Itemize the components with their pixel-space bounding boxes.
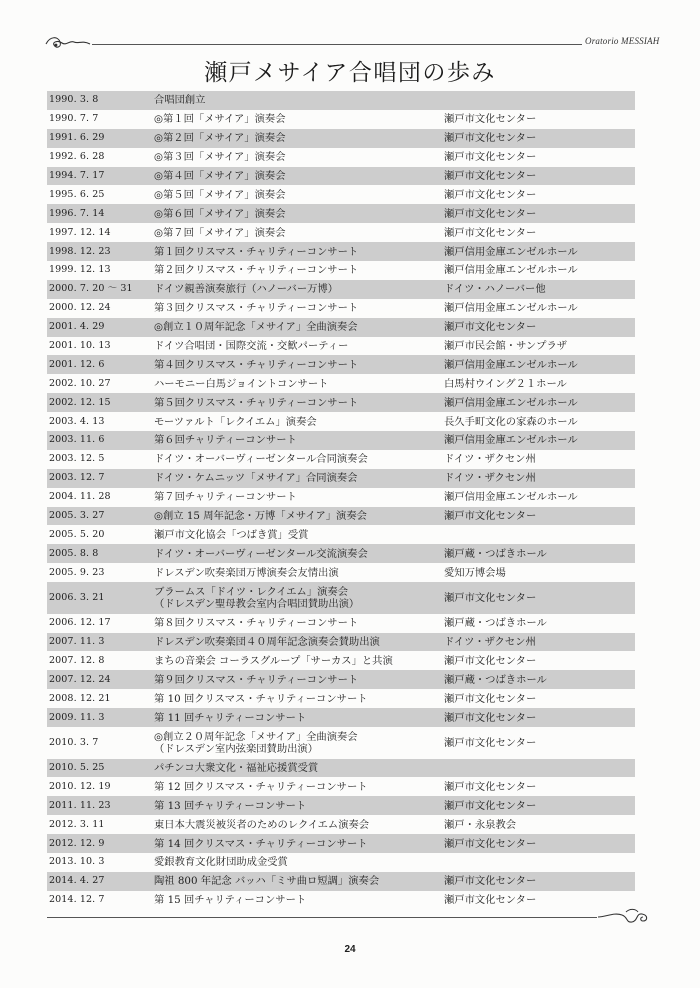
history-row bbox=[47, 525, 635, 544]
row-date: 1991. 6. 29 bbox=[49, 132, 105, 144]
row-venue: 瀬戸市文化センター bbox=[444, 780, 537, 793]
row-event bbox=[154, 151, 444, 163]
row-venue: 瀬戸市文化センター bbox=[444, 170, 537, 182]
row-event bbox=[154, 781, 444, 793]
row-venue: 瀬戸市文化センター bbox=[444, 226, 537, 239]
row-event bbox=[154, 321, 444, 333]
row-event bbox=[154, 838, 444, 850]
row-event-line: ハーモニー白馬ジョイントコンサート bbox=[154, 377, 329, 390]
row-date: 2001. 12. 6 bbox=[49, 358, 105, 370]
history-row bbox=[47, 185, 635, 204]
row-event bbox=[154, 548, 444, 560]
history-row bbox=[47, 563, 635, 582]
row-event bbox=[154, 856, 444, 868]
row-event-line: ドレスデン吹奏楽団４０周年記念演奏会賛助出演 bbox=[154, 635, 380, 648]
row-date: 2010. 12. 19 bbox=[49, 780, 111, 792]
history-row bbox=[47, 280, 635, 299]
row-venue: 瀬戸市文化センター bbox=[444, 837, 537, 850]
history-row bbox=[47, 469, 635, 488]
row-venue: ドイツ・ハノーバー他 bbox=[444, 283, 546, 296]
row-date: 2005. 5. 20 bbox=[49, 528, 105, 540]
history-row bbox=[47, 689, 635, 708]
flourish-ornament-icon bbox=[596, 906, 652, 928]
row-venue: ドイツ・ザクセン州 bbox=[444, 472, 536, 485]
history-row bbox=[47, 834, 635, 853]
row-event bbox=[154, 132, 444, 144]
history-row bbox=[47, 450, 635, 469]
row-date: 2003. 12. 7 bbox=[49, 472, 105, 484]
row-event bbox=[154, 674, 444, 686]
row-date: 1999. 12. 13 bbox=[49, 264, 111, 276]
row-event-line: ◎第２回「メサイア」演奏会 bbox=[154, 132, 286, 145]
history-table bbox=[47, 91, 635, 910]
row-event bbox=[154, 819, 444, 831]
row-event bbox=[154, 453, 444, 465]
row-event-line: ドイツ合唱団・国際交流・交歓パーティー bbox=[154, 340, 349, 353]
row-event-line-2: （ドレスデン聖母教会室内合唱団賛助出演） bbox=[154, 597, 360, 610]
row-venue: 瀬戸信用金庫エンゼルホール bbox=[444, 396, 578, 409]
row-date: 2003. 12. 5 bbox=[49, 453, 105, 465]
row-event bbox=[154, 567, 444, 579]
row-event-line: ドレスデン吹奏楽団万博演奏会友情出演 bbox=[154, 566, 339, 579]
row-event bbox=[154, 510, 444, 522]
row-event-line: ◎第４回「メサイア」演奏会 bbox=[154, 170, 286, 182]
row-event bbox=[154, 472, 444, 484]
row-venue: 愛知万博会場 bbox=[444, 566, 506, 579]
row-event-line: 愛銀教育文化財団助成金受賞 bbox=[154, 856, 288, 869]
row-date: 2005. 3. 27 bbox=[49, 510, 105, 522]
row-venue: 瀬戸市文化センター bbox=[444, 894, 537, 907]
row-event bbox=[154, 875, 444, 887]
row-date: 2012. 12. 9 bbox=[49, 837, 105, 849]
row-event-line: 合唱団創立 bbox=[154, 94, 206, 107]
history-row bbox=[47, 110, 635, 129]
row-venue: ドイツ・ザクセン州 bbox=[444, 453, 536, 466]
row-date: 2000. 12. 24 bbox=[49, 302, 111, 314]
row-event-line: ◎第１回「メサイア」演奏会 bbox=[154, 113, 286, 126]
row-event-line: 第３回クリスマス・チャリティーコンサート bbox=[154, 302, 359, 315]
history-row bbox=[47, 148, 635, 167]
history-row bbox=[47, 393, 635, 412]
row-date: 2004. 11. 28 bbox=[49, 491, 111, 503]
row-event-line: 第１回クリスマス・チャリティーコンサート bbox=[154, 245, 359, 258]
row-event-line: 東日本大震災被災者のためのレクイエム演奏会 bbox=[154, 818, 370, 831]
history-row bbox=[47, 91, 635, 110]
history-row bbox=[47, 242, 635, 261]
row-event bbox=[154, 246, 444, 258]
row-date: 2001. 10. 13 bbox=[49, 340, 111, 352]
row-date: 1990. 7. 7 bbox=[49, 113, 99, 125]
row-event-line: 第８回クリスマス・チャリティーコンサート bbox=[154, 617, 359, 630]
row-venue: 瀬戸市文化センター bbox=[444, 510, 537, 523]
row-event-line: ◎創立 15 周年記念・万博「メサイア」演奏会 bbox=[154, 510, 367, 523]
history-row bbox=[47, 891, 635, 910]
row-event-line: ブラームス「ドイツ・レクイエム」演奏会 bbox=[154, 585, 348, 598]
row-event bbox=[154, 731, 444, 755]
history-row bbox=[47, 412, 635, 431]
history-row bbox=[47, 614, 635, 633]
row-event-line: 第６回チャリティーコンサート bbox=[154, 434, 297, 447]
row-event-line: 陶祖 800 年記念 バッハ「ミサ曲ロ短調」演奏会 bbox=[154, 875, 380, 888]
history-row bbox=[47, 261, 635, 280]
row-venue: 瀬戸市文化センター bbox=[444, 654, 537, 667]
row-event-line: ドイツ親善演奏旅行（ハノーバー万博） bbox=[154, 283, 339, 296]
row-event bbox=[154, 264, 444, 276]
row-event-line: 第 13 回チャリティーコンサート bbox=[154, 799, 307, 812]
row-date: 2007. 12. 8 bbox=[49, 654, 105, 666]
row-event-line: ◎第３回「メサイア」演奏会 bbox=[154, 151, 286, 164]
history-row bbox=[47, 337, 635, 356]
row-event bbox=[154, 894, 444, 906]
row-venue: 瀬戸信用金庫エンゼルホール bbox=[444, 302, 578, 315]
row-venue: 瀬戸信用金庫エンゼルホール bbox=[444, 264, 578, 277]
history-row bbox=[47, 633, 635, 652]
row-date: 1994. 7. 17 bbox=[49, 170, 105, 181]
history-row bbox=[47, 223, 635, 242]
row-venue: 瀬戸蔵・つばきホール bbox=[444, 617, 547, 630]
row-event-line: 第４回クリスマス・チャリティーコンサート bbox=[154, 358, 359, 371]
row-venue: ドイツ・ザクセン州 bbox=[444, 635, 536, 648]
row-event bbox=[154, 434, 444, 446]
history-row bbox=[47, 204, 635, 223]
row-date: 2002. 12. 15 bbox=[49, 396, 111, 408]
row-venue: 瀬戸市文化センター bbox=[444, 207, 537, 220]
row-event bbox=[154, 397, 444, 409]
history-row bbox=[47, 582, 635, 614]
history-row bbox=[47, 727, 635, 759]
history-row bbox=[47, 507, 635, 526]
row-venue: 瀬戸市文化センター bbox=[444, 113, 537, 126]
row-event-line: ◎第６回「メサイア」演奏会 bbox=[154, 207, 286, 220]
flourish-ornament-icon bbox=[44, 32, 92, 52]
row-event-line: モーツァルト「レクイエム」演奏会 bbox=[154, 415, 317, 428]
row-event bbox=[154, 170, 444, 182]
history-row bbox=[47, 374, 635, 393]
row-venue: 瀬戸市文化センター bbox=[444, 692, 537, 705]
row-venue: 長久手町文化の家森のホール bbox=[444, 415, 578, 428]
row-event bbox=[154, 693, 444, 705]
row-event bbox=[154, 208, 444, 220]
row-event bbox=[154, 529, 444, 541]
row-date: 2003. 11. 6 bbox=[49, 434, 105, 446]
history-row bbox=[47, 872, 635, 891]
row-venue: 瀬戸蔵・つばきホール bbox=[444, 547, 547, 560]
row-date: 2000. 7. 20 ～ 31 bbox=[49, 283, 133, 295]
row-date: 2012. 3. 11 bbox=[49, 818, 105, 830]
row-event-line: 第 14 回クリスマス・チャリティーコンサート bbox=[154, 837, 368, 850]
row-event bbox=[154, 586, 444, 610]
history-row bbox=[47, 488, 635, 507]
row-venue: 瀬戸市文化センター bbox=[444, 591, 537, 604]
row-venue: 瀬戸市文化センター bbox=[444, 188, 537, 201]
row-date: 2007. 12. 24 bbox=[49, 673, 111, 685]
row-date: 2009. 11. 3 bbox=[49, 711, 105, 723]
row-event-line: 第 11 回チャリティーコンサート bbox=[154, 711, 307, 724]
row-date: 2010. 5. 25 bbox=[49, 761, 105, 773]
history-row bbox=[47, 651, 635, 670]
row-event bbox=[154, 113, 444, 125]
row-event-line: パチンコ大衆文化・福祉応援賞受賞 bbox=[154, 761, 319, 774]
row-date: 1992. 6. 28 bbox=[49, 151, 105, 163]
row-event bbox=[154, 340, 444, 352]
row-event bbox=[154, 359, 444, 371]
row-event bbox=[154, 302, 444, 314]
row-date: 2001. 4. 29 bbox=[49, 321, 105, 333]
row-event bbox=[154, 636, 444, 648]
row-event bbox=[154, 712, 444, 724]
history-row bbox=[47, 815, 635, 834]
page-title: 瀬戸メサイア合唱団の歩み bbox=[204, 60, 496, 86]
row-event-line: 第 15 回チャリティーコンサート bbox=[154, 894, 307, 907]
row-date: 2008. 12. 21 bbox=[49, 692, 111, 704]
row-event bbox=[154, 655, 444, 667]
row-date: 2002. 10. 27 bbox=[49, 377, 111, 389]
row-event-line: ドイツ・オーバーヴィーゼンタール交流演奏会 bbox=[154, 547, 368, 560]
row-venue: 瀬戸蔵・つばきホール bbox=[444, 673, 547, 686]
row-date: 2011. 11. 23 bbox=[49, 799, 111, 811]
footer-rule bbox=[47, 917, 597, 918]
row-event-line: ◎第５回「メサイア」演奏会 bbox=[154, 188, 286, 201]
history-row bbox=[47, 670, 635, 689]
row-venue: 瀬戸市文化センター bbox=[444, 799, 537, 812]
history-row bbox=[47, 708, 635, 727]
row-date: 1996. 7. 14 bbox=[49, 207, 105, 219]
history-row bbox=[47, 167, 635, 186]
row-venue: 瀬戸市文化センター bbox=[444, 151, 537, 164]
row-event bbox=[154, 800, 444, 812]
row-venue: 瀬戸市文化センター bbox=[444, 321, 537, 334]
row-date: 2014. 12. 7 bbox=[49, 894, 105, 906]
row-date: 2013. 10. 3 bbox=[49, 856, 105, 868]
row-event bbox=[154, 189, 444, 201]
header-rule bbox=[92, 44, 582, 45]
row-event bbox=[154, 491, 444, 503]
row-event-line: 第９回クリスマス・チャリティーコンサート bbox=[154, 673, 359, 686]
history-row bbox=[47, 853, 635, 872]
row-date: 2005. 9. 23 bbox=[49, 566, 105, 578]
row-venue: 瀬戸市文化センター bbox=[444, 132, 537, 145]
history-row bbox=[47, 355, 635, 374]
history-row bbox=[47, 129, 635, 148]
history-row bbox=[47, 777, 635, 796]
history-row bbox=[47, 796, 635, 815]
row-event-line: ドイツ・オーバーヴィーゼンタール合同演奏会 bbox=[154, 453, 368, 466]
row-event-line: ◎創立１０周年記念「メサイア」全曲演奏会 bbox=[154, 321, 358, 334]
history-row bbox=[47, 299, 635, 318]
page-number: 24 bbox=[344, 944, 356, 955]
row-event bbox=[154, 617, 444, 629]
history-row bbox=[47, 318, 635, 337]
row-event-line: 第 10 回クリスマス・チャリティーコンサート bbox=[154, 692, 368, 705]
row-event bbox=[154, 94, 444, 106]
row-date: 2003. 4. 13 bbox=[49, 415, 105, 427]
row-event-line: 第２回クリスマス・チャリティーコンサート bbox=[154, 264, 359, 277]
row-venue: 瀬戸・永泉教会 bbox=[444, 818, 517, 831]
row-date: 1997. 12. 14 bbox=[49, 226, 111, 238]
row-event-line: ◎第７回「メサイア」演奏会 bbox=[154, 226, 286, 239]
row-venue: 瀬戸市民会館・サンプラザ bbox=[444, 340, 568, 353]
row-venue: 瀬戸市文化センター bbox=[444, 711, 537, 724]
row-event-line: ドイツ・ケムニッツ「メサイア」合同演奏会 bbox=[154, 472, 358, 485]
row-date: 2010. 3. 7 bbox=[49, 736, 99, 748]
row-date: 2006. 3. 21 bbox=[49, 591, 105, 603]
row-event-line: 第５回クリスマス・チャリティーコンサート bbox=[154, 396, 359, 409]
row-event-line: 瀬戸市文化協会「つばき賞」受賞 bbox=[154, 528, 309, 541]
row-venue: 瀬戸信用金庫エンゼルホール bbox=[444, 358, 578, 371]
row-date: 2007. 11. 3 bbox=[49, 635, 105, 647]
row-event bbox=[154, 283, 444, 295]
row-event bbox=[154, 416, 444, 428]
row-event-line: まちの音楽会 コーラスグループ「サーカス」と共演 bbox=[154, 654, 393, 667]
row-date: 2014. 4. 27 bbox=[49, 875, 105, 887]
row-event-line-2: （ドレスデン室内弦楽団賛助出演） bbox=[154, 742, 319, 755]
row-date: 1995. 6. 25 bbox=[49, 188, 105, 200]
row-date: 2005. 8. 8 bbox=[49, 547, 99, 559]
row-event-line: 第７回チャリティーコンサート bbox=[154, 491, 297, 504]
row-event bbox=[154, 378, 444, 390]
row-event-line: ◎創立２０周年記念「メサイア」全曲演奏会 bbox=[154, 730, 358, 743]
history-row bbox=[47, 759, 635, 778]
row-venue: 瀬戸信用金庫エンゼルホール bbox=[444, 491, 578, 504]
row-venue: 白馬村ウイング２１ホール bbox=[444, 377, 567, 390]
row-event bbox=[154, 762, 444, 774]
row-venue: 瀬戸市文化センター bbox=[444, 875, 537, 888]
history-row bbox=[47, 431, 635, 450]
history-row bbox=[47, 544, 635, 563]
row-date: 2006. 12. 17 bbox=[49, 617, 111, 629]
row-venue: 瀬戸信用金庫エンゼルホール bbox=[444, 245, 578, 258]
running-title: Oratorio MESSIAH bbox=[585, 36, 660, 46]
row-venue: 瀬戸市文化センター bbox=[444, 736, 537, 749]
row-date: 1990. 3. 8 bbox=[49, 94, 99, 106]
row-event-line: 第 12 回クリスマス・チャリティーコンサート bbox=[154, 780, 368, 793]
row-venue: 瀬戸信用金庫エンゼルホール bbox=[444, 434, 578, 447]
row-date: 1998. 12. 23 bbox=[49, 245, 111, 257]
row-event bbox=[154, 227, 444, 239]
